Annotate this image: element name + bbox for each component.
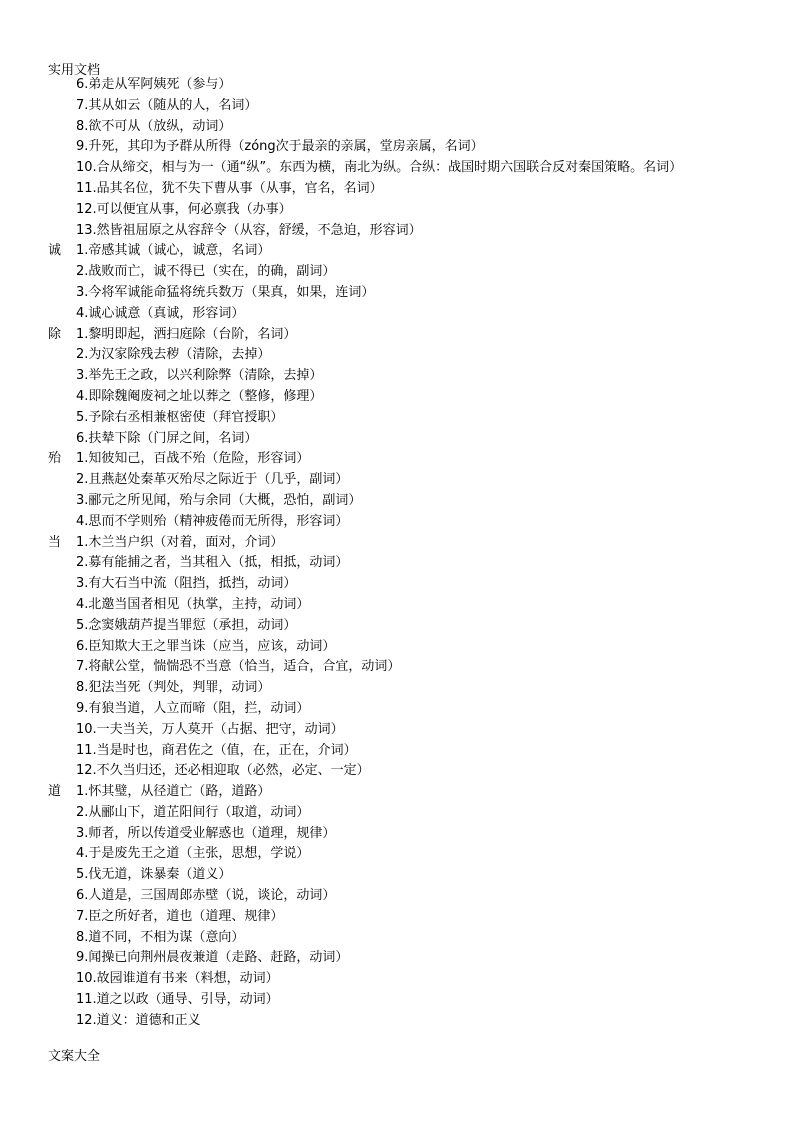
entry-character: 道 xyxy=(48,784,62,800)
entry-line xyxy=(48,969,788,990)
entry-text: 2.战败而亡，诚不得已（实在，的确，副词） xyxy=(76,264,336,280)
entry-text: 1.黎明即起，洒扫庭除（台阶，名词） xyxy=(76,326,297,342)
entry-text: 5.予除右丞相兼枢密使（拜官授职） xyxy=(76,409,284,425)
entry-text: 12.道义：道德和正义 xyxy=(76,1012,201,1028)
entry-text: 4.北邀当国者相见（执掌，主持，动词） xyxy=(76,596,310,612)
entry-text: 1.怀其璧，从径道亡（路，道路） xyxy=(76,784,271,800)
entry-line xyxy=(48,262,788,283)
entry-text: 4.于是废先王之道（主张，思想，学说） xyxy=(76,846,310,862)
page-footer: 文案大全 xyxy=(48,1049,101,1064)
entry-text: 8.欲不可从（放纵，动词） xyxy=(76,118,232,134)
entry-line xyxy=(48,96,788,117)
entry-line xyxy=(48,387,788,408)
entry-line xyxy=(48,137,788,158)
entry-line xyxy=(48,304,788,325)
entry-text: 1.帝感其诚（诚心，诚意，名词） xyxy=(76,243,271,259)
entry-line xyxy=(48,75,788,96)
entry-text: 12.可以便宜从事，何必禀我（办事） xyxy=(76,201,292,217)
entry-text: 9.闻操已向荆州晨夜兼道（走路、赶路，动词） xyxy=(76,950,349,966)
entry-text: 4.思而不学则殆（精神疲倦而无所得，形容词） xyxy=(76,513,349,529)
entry-text: 11.当是时也，商君佐之（值，在，正在，介词） xyxy=(76,742,357,758)
entry-text: 4.即除魏阉废祠之址以葬之（整修，修理） xyxy=(76,388,323,404)
entry-text: 2.且燕赵处秦革灭殆尽之际近于（几乎，副词） xyxy=(76,472,349,488)
entry-line xyxy=(48,782,788,803)
entry-text: 8.犯法当死（判处，判罪，动词） xyxy=(76,680,271,696)
entry-line xyxy=(48,657,788,678)
entry-text: 7.臣之所好者，道也（道理、规律） xyxy=(76,908,284,924)
entry-text: 9.有狼当道，人立而啼（阻，拦，动词） xyxy=(76,700,310,716)
entry-line xyxy=(48,741,788,762)
entry-text: 10.合从缔交，相与为一（通“纵”。东西为横，南北为纵。合纵：战国时期六国联合反对秦国策略。名词） xyxy=(76,160,683,176)
entry-text: 6.扶辇下除（门屏之间，名词） xyxy=(76,430,258,446)
entry-line xyxy=(48,948,788,969)
entry-line xyxy=(48,345,788,366)
entry-line xyxy=(48,844,788,865)
entry-line xyxy=(48,408,788,429)
entry-line xyxy=(48,553,788,574)
entry-text: 1.知彼知己，百战不殆（危险，形容词） xyxy=(76,451,310,467)
entry-text: 7.将献公堂，惴惴恐不当意（恰当，适合，合宜，动词） xyxy=(76,659,401,675)
entry-text: 6.臣知欺大王之罪当诛（应当，应该，动词） xyxy=(76,638,336,654)
entry-line xyxy=(48,678,788,699)
entry-line xyxy=(48,533,788,554)
entry-character: 当 xyxy=(48,534,62,550)
entry-line xyxy=(48,720,788,741)
entry-text: 5.念窦娥葫芦提当罪愆（承担，动词） xyxy=(76,617,297,633)
entry-line xyxy=(48,595,788,616)
entry-line xyxy=(48,990,788,1011)
entry-text: 6.人道是，三国周郎赤壁（说，谈论，动词） xyxy=(76,888,336,904)
page-header: 实用文档 xyxy=(48,63,101,78)
entry-text: 10.故园谁道有书来（料想，动词） xyxy=(76,971,279,987)
entry-line xyxy=(48,574,788,595)
entry-line xyxy=(48,761,788,782)
entry-line xyxy=(48,803,788,824)
entry-text: 1.木兰当户织（对着，面对，介词） xyxy=(76,534,284,550)
entry-text: 12.不久当归还，还必相迎取（必然，必定、一定） xyxy=(76,763,370,779)
entry-text: 9.升死，其印为予群从所得（zóng次于最亲的亲属，堂房亲属，名词） xyxy=(76,139,484,155)
entry-line xyxy=(48,907,788,928)
entry-line xyxy=(48,491,788,512)
entry-line xyxy=(48,637,788,658)
entry-text: 13.然皆祖屈原之从容辞令（从容，舒缓，不急迫，形容词） xyxy=(76,222,422,238)
entry-text: 2.从郦山下，道芷阳间行（取道，动词） xyxy=(76,804,310,820)
entry-line xyxy=(48,1011,788,1032)
entry-line xyxy=(48,886,788,907)
entry-text: 2.为汉家除残去秽（清除，去掉） xyxy=(76,347,271,363)
entry-text: 11.道之以政（通导、引导，动词） xyxy=(76,992,279,1008)
entry-text: 10.一夫当关，万人莫开（占据、把守，动词） xyxy=(76,721,344,737)
entry-line xyxy=(48,865,788,886)
entry-text: 11.品其名位，犹不失下曹从事（从事，官名，名词） xyxy=(76,180,383,196)
entry-line xyxy=(48,325,788,346)
entry-text: 7.其从如云（随从的人，名词） xyxy=(76,97,258,113)
entry-line xyxy=(48,117,788,138)
entry-text: 3.师者，所以传道受业解惑也（道理，规律） xyxy=(76,825,336,841)
entry-character: 殆 xyxy=(48,451,62,467)
entry-line xyxy=(48,512,788,533)
entry-line xyxy=(48,470,788,491)
entry-text: 4.诚心诚意（真诚，形容词） xyxy=(76,305,245,321)
entry-character: 诚 xyxy=(48,243,62,259)
entry-text: 3.有大石当中流（阻挡，抵挡，动词） xyxy=(76,576,297,592)
entry-line xyxy=(48,283,788,304)
entry-line xyxy=(48,824,788,845)
entry-line xyxy=(48,429,788,450)
entry-line xyxy=(48,221,788,242)
entry-line xyxy=(48,241,788,262)
entry-text: 5.伐无道，诛暴秦（道义） xyxy=(76,867,232,883)
entry-line xyxy=(48,699,788,720)
entry-character: 除 xyxy=(48,326,62,342)
entry-line xyxy=(48,928,788,949)
entry-text: 3.郦元之所见闻，殆与余同（大概，恐怕，副词） xyxy=(76,492,362,508)
entry-line xyxy=(48,366,788,387)
entry-line xyxy=(48,200,788,221)
entry-line xyxy=(48,158,788,179)
entry-text: 3.举先王之政，以兴利除弊（清除，去掉） xyxy=(76,368,323,384)
entry-text: 3.今将军诚能命猛将统兵数万（果真，如果，连词） xyxy=(76,284,375,300)
entry-text: 2.募有能捕之者，当其租入（抵，相抵，动词） xyxy=(76,555,349,571)
entry-text: 8.道不同，不相为谋（意向） xyxy=(76,929,245,945)
document-body xyxy=(48,75,788,1032)
entry-text: 6.弟走从军阿姨死（参与） xyxy=(76,77,232,92)
entry-line xyxy=(48,616,788,637)
entry-line xyxy=(48,449,788,470)
entry-line xyxy=(48,179,788,200)
